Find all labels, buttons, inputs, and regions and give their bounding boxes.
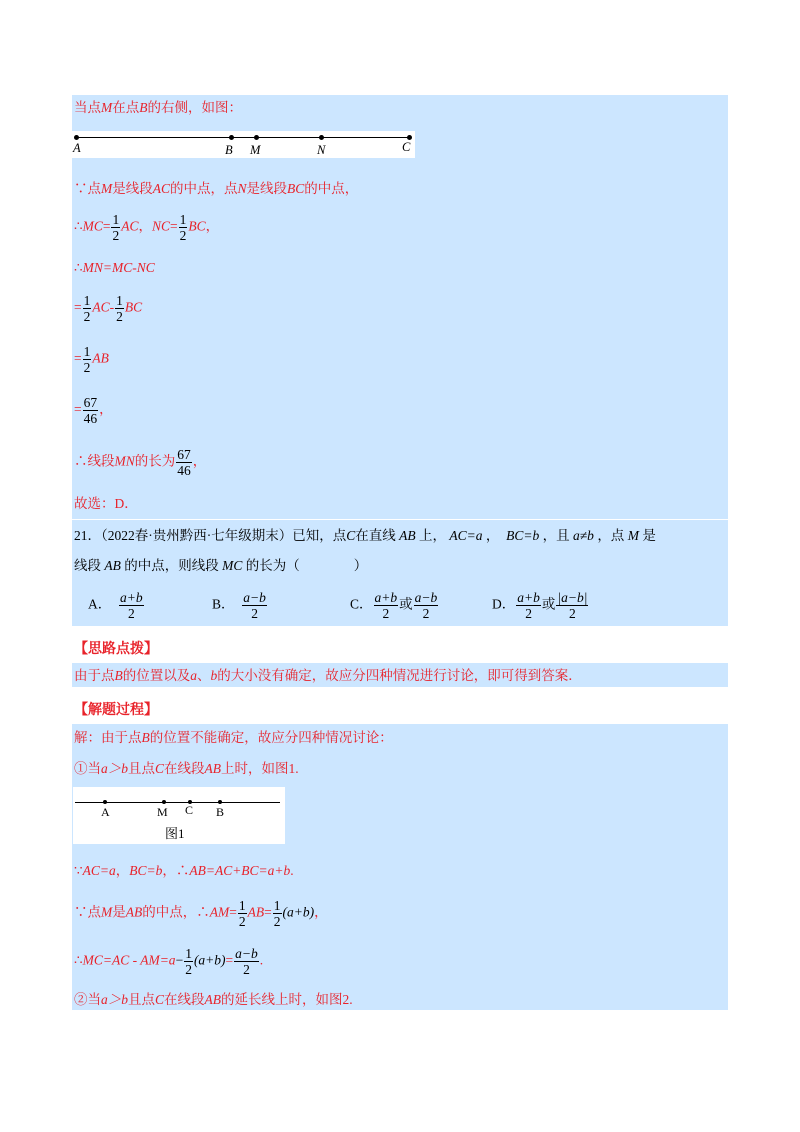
point-a: [103, 800, 107, 804]
fraction: $\frac{67}{46}$: [83, 395, 98, 426]
step-line-1: = $\frac{1}{2}$ AC- $\frac{1}{2}$ BC: [74, 293, 143, 324]
segment-line: [76, 137, 410, 138]
figure-caption: 图1: [165, 826, 185, 841]
question-21-line-2: 线段 AB 的中点，则线段 MC 的长为（ ）: [74, 558, 368, 573]
label-b: B: [225, 143, 233, 157]
case-line: 当点M在点B的右侧，如图：: [74, 100, 242, 115]
segment-figure-2: [73, 787, 285, 844]
step-line-3: = $\frac{67}{46}$ ，: [74, 395, 113, 426]
conclusion-line: ∴线段MN的长为 $\frac{67}{46}$ ，: [74, 447, 207, 478]
case-2-line: ②当a＞b且点C在线段AB的延长线上时，如图2.: [74, 992, 353, 1007]
hint-text: 由于点B的位置以及a、b的大小没有确定，故应分四种情况进行讨论，即可得到答案．: [74, 668, 582, 683]
question-21-line-1: 21．（2022春·贵州黔西·七年级期末）已知，点C在直线 AB 上， AC=a ， BC=b ，且 a≠b ，点 M 是: [74, 528, 656, 543]
point-b: [218, 800, 222, 804]
fraction: $\frac{1}{2}$: [179, 212, 187, 243]
option-a[interactable]: A． $\frac{a+b}{2}$: [88, 590, 143, 621]
answer-line: 故选：D．: [74, 496, 138, 511]
case-1-line: ①当a＞b且点C在线段AB上时，如图1.: [74, 761, 299, 776]
fraction: $\frac{1}{2}$: [116, 293, 123, 324]
label-m: M: [250, 143, 261, 157]
point-a: [74, 135, 79, 140]
label-m: M: [157, 805, 168, 819]
process-intro: 解：由于点B的位置不能确定，故应分四种情况讨论：: [74, 730, 393, 745]
option-c[interactable]: C． $\frac{a+b}{2}$ 或 $\frac{a-b}{2}$: [350, 590, 438, 621]
label-c: C: [185, 803, 194, 817]
mc-line: ∴MC=AC - AM=a− $\frac{1}{2}$ (a+b)= $\frac{a-b}{2}$ .: [74, 946, 264, 977]
label-c: C: [402, 140, 411, 154]
option-d[interactable]: D． $\frac{a+b}{2}$ 或 $\frac{|a-b|}{2}$: [492, 590, 588, 621]
point-m: [162, 800, 166, 804]
midpoint-equations: ∴MC= $\frac{1}{2}$ AC，NC= $\frac{1}{2}$ BC，: [74, 212, 220, 243]
fraction: $\frac{1}{2}$: [83, 344, 91, 375]
fraction: $\frac{67}{46}$: [177, 447, 191, 478]
label-b: B: [216, 805, 225, 819]
process-heading: 【解题过程】: [74, 702, 158, 718]
point-n: [319, 135, 324, 140]
given-line: ∵点M是线段AC的中点，点N是线段BC的中点，: [74, 181, 359, 196]
hint-heading: 【思路点拨】: [74, 641, 158, 657]
label-a: A: [101, 805, 110, 819]
label-a: A: [73, 141, 81, 155]
option-b[interactable]: B． $\frac{a-b}{2}$: [212, 590, 266, 621]
am-line: ∵点M是AB的中点，∴AM= $\frac{1}{2}$ AB= $\frac{1}{2}$ (a+b)，: [74, 898, 328, 929]
fraction: $\frac{1}{2}$: [112, 212, 120, 243]
fraction: $\frac{1}{2}$: [83, 293, 91, 324]
point-m: [254, 135, 259, 140]
label-n: N: [317, 143, 326, 157]
step-line-2: = $\frac{1}{2}$ AB: [74, 344, 109, 375]
sum-line: ∵AC=a，BC=b，∴AB=AC+BC=a+b.: [74, 863, 294, 878]
point-b: [229, 135, 234, 140]
segment-figure-1: [72, 131, 415, 158]
mn-equation: ∴MN=MC-NC: [74, 260, 155, 275]
